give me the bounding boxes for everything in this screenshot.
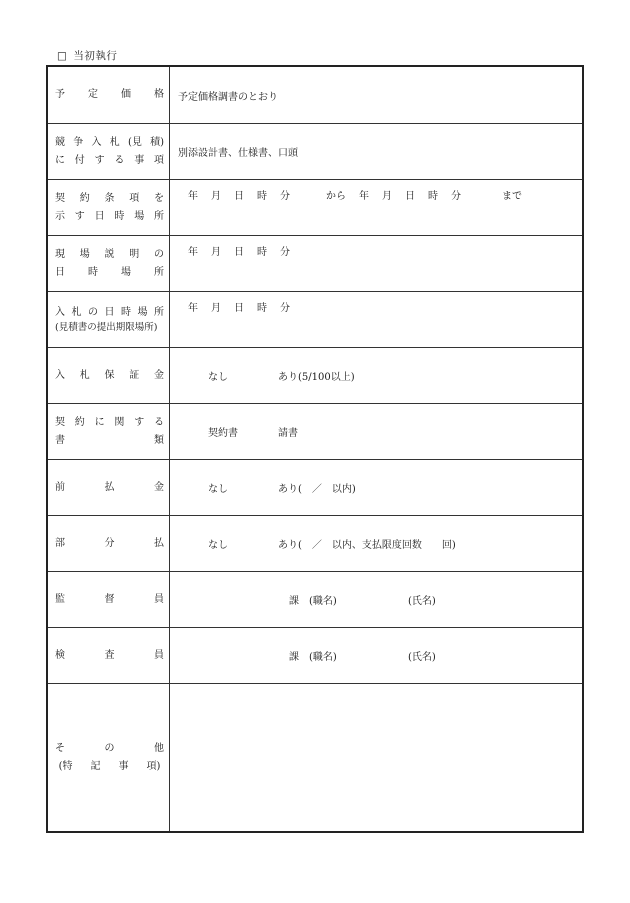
bid-conditions-table <box>46 65 584 833</box>
row-label: そ の 他 (特 記 事 項) <box>48 684 170 831</box>
row-label: 監 督 員 <box>48 572 170 627</box>
name-label: (氏名) <box>408 596 436 607</box>
name-label: (氏名) <box>408 652 436 663</box>
row-label: 競 争 入 札 (見 積) に 付 す る 事 項 <box>48 124 170 179</box>
option-field <box>172 460 582 515</box>
notes-field[interactable] <box>172 684 582 831</box>
row-label: 契 約 に 関 す る 書 類 <box>48 404 170 459</box>
row-advance-payment <box>48 460 582 516</box>
option-field <box>172 348 582 403</box>
row-label: 入 札 保 証 金 <box>48 348 170 403</box>
option-contract[interactable]: 契約書 <box>208 428 238 439</box>
datetime-field[interactable]: 年 月 日 時 分 <box>188 303 290 314</box>
row-value[interactable]: 別添設計書、仕様書、口頭 <box>178 148 298 159</box>
post-label: (職名) <box>309 652 337 663</box>
option-yes[interactable]: あり( ／ 以内) <box>278 484 356 495</box>
option-yes[interactable]: あり(5/100以上) <box>278 372 355 383</box>
row-label: 現 場 説 明 の 日 時 場 所 <box>48 236 170 291</box>
row-label: 部 分 払 <box>48 516 170 571</box>
row-inspector <box>48 628 582 684</box>
option-yes[interactable]: あり( ／ 以内、支払限度回数 回) <box>278 540 456 551</box>
row-bid-bond <box>48 348 582 404</box>
option-none[interactable]: なし <box>208 540 228 551</box>
section-label: 課 <box>289 596 299 607</box>
row-contract-terms-datetime <box>48 180 582 236</box>
row-bid-matters <box>48 124 582 180</box>
form-header <box>57 48 117 63</box>
checkbox-icon[interactable]: □ <box>57 50 68 62</box>
person-field[interactable] <box>172 572 582 627</box>
row-label: 契 約 条 項 を 示 す 日 時 場 所 <box>48 180 170 235</box>
option-none[interactable]: なし <box>208 484 228 495</box>
row-value[interactable]: 予定価格調書のとおり <box>178 91 278 103</box>
row-supervisor <box>48 572 582 628</box>
row-partial-payment <box>48 516 582 572</box>
row-planned-price <box>48 67 582 124</box>
row-site-briefing <box>48 236 582 292</box>
post-label: (職名) <box>309 596 337 607</box>
row-label: 予 定 価 格 <box>48 67 170 123</box>
section-label: 課 <box>289 652 299 663</box>
row-contract-documents <box>48 404 582 460</box>
row-bid-datetime <box>48 292 582 348</box>
option-acceptance[interactable]: 請書 <box>278 428 298 439</box>
option-none[interactable]: なし <box>208 372 228 383</box>
header-title: 当初執行 <box>73 50 118 62</box>
row-label: 入 札 の 日 時 場 所 (見積書の提出期限場所) <box>48 292 170 347</box>
option-field <box>172 404 582 459</box>
person-field[interactable] <box>172 628 582 683</box>
option-field <box>172 516 582 571</box>
datetime-range-field[interactable]: 年 月 日 時 分 から 年 月 日 時 分 まで <box>188 191 522 202</box>
row-label: 前 払 金 <box>48 460 170 515</box>
datetime-field[interactable]: 年 月 日 時 分 <box>188 247 290 258</box>
row-label: 検 査 員 <box>48 628 170 683</box>
row-other-notes <box>48 684 582 831</box>
